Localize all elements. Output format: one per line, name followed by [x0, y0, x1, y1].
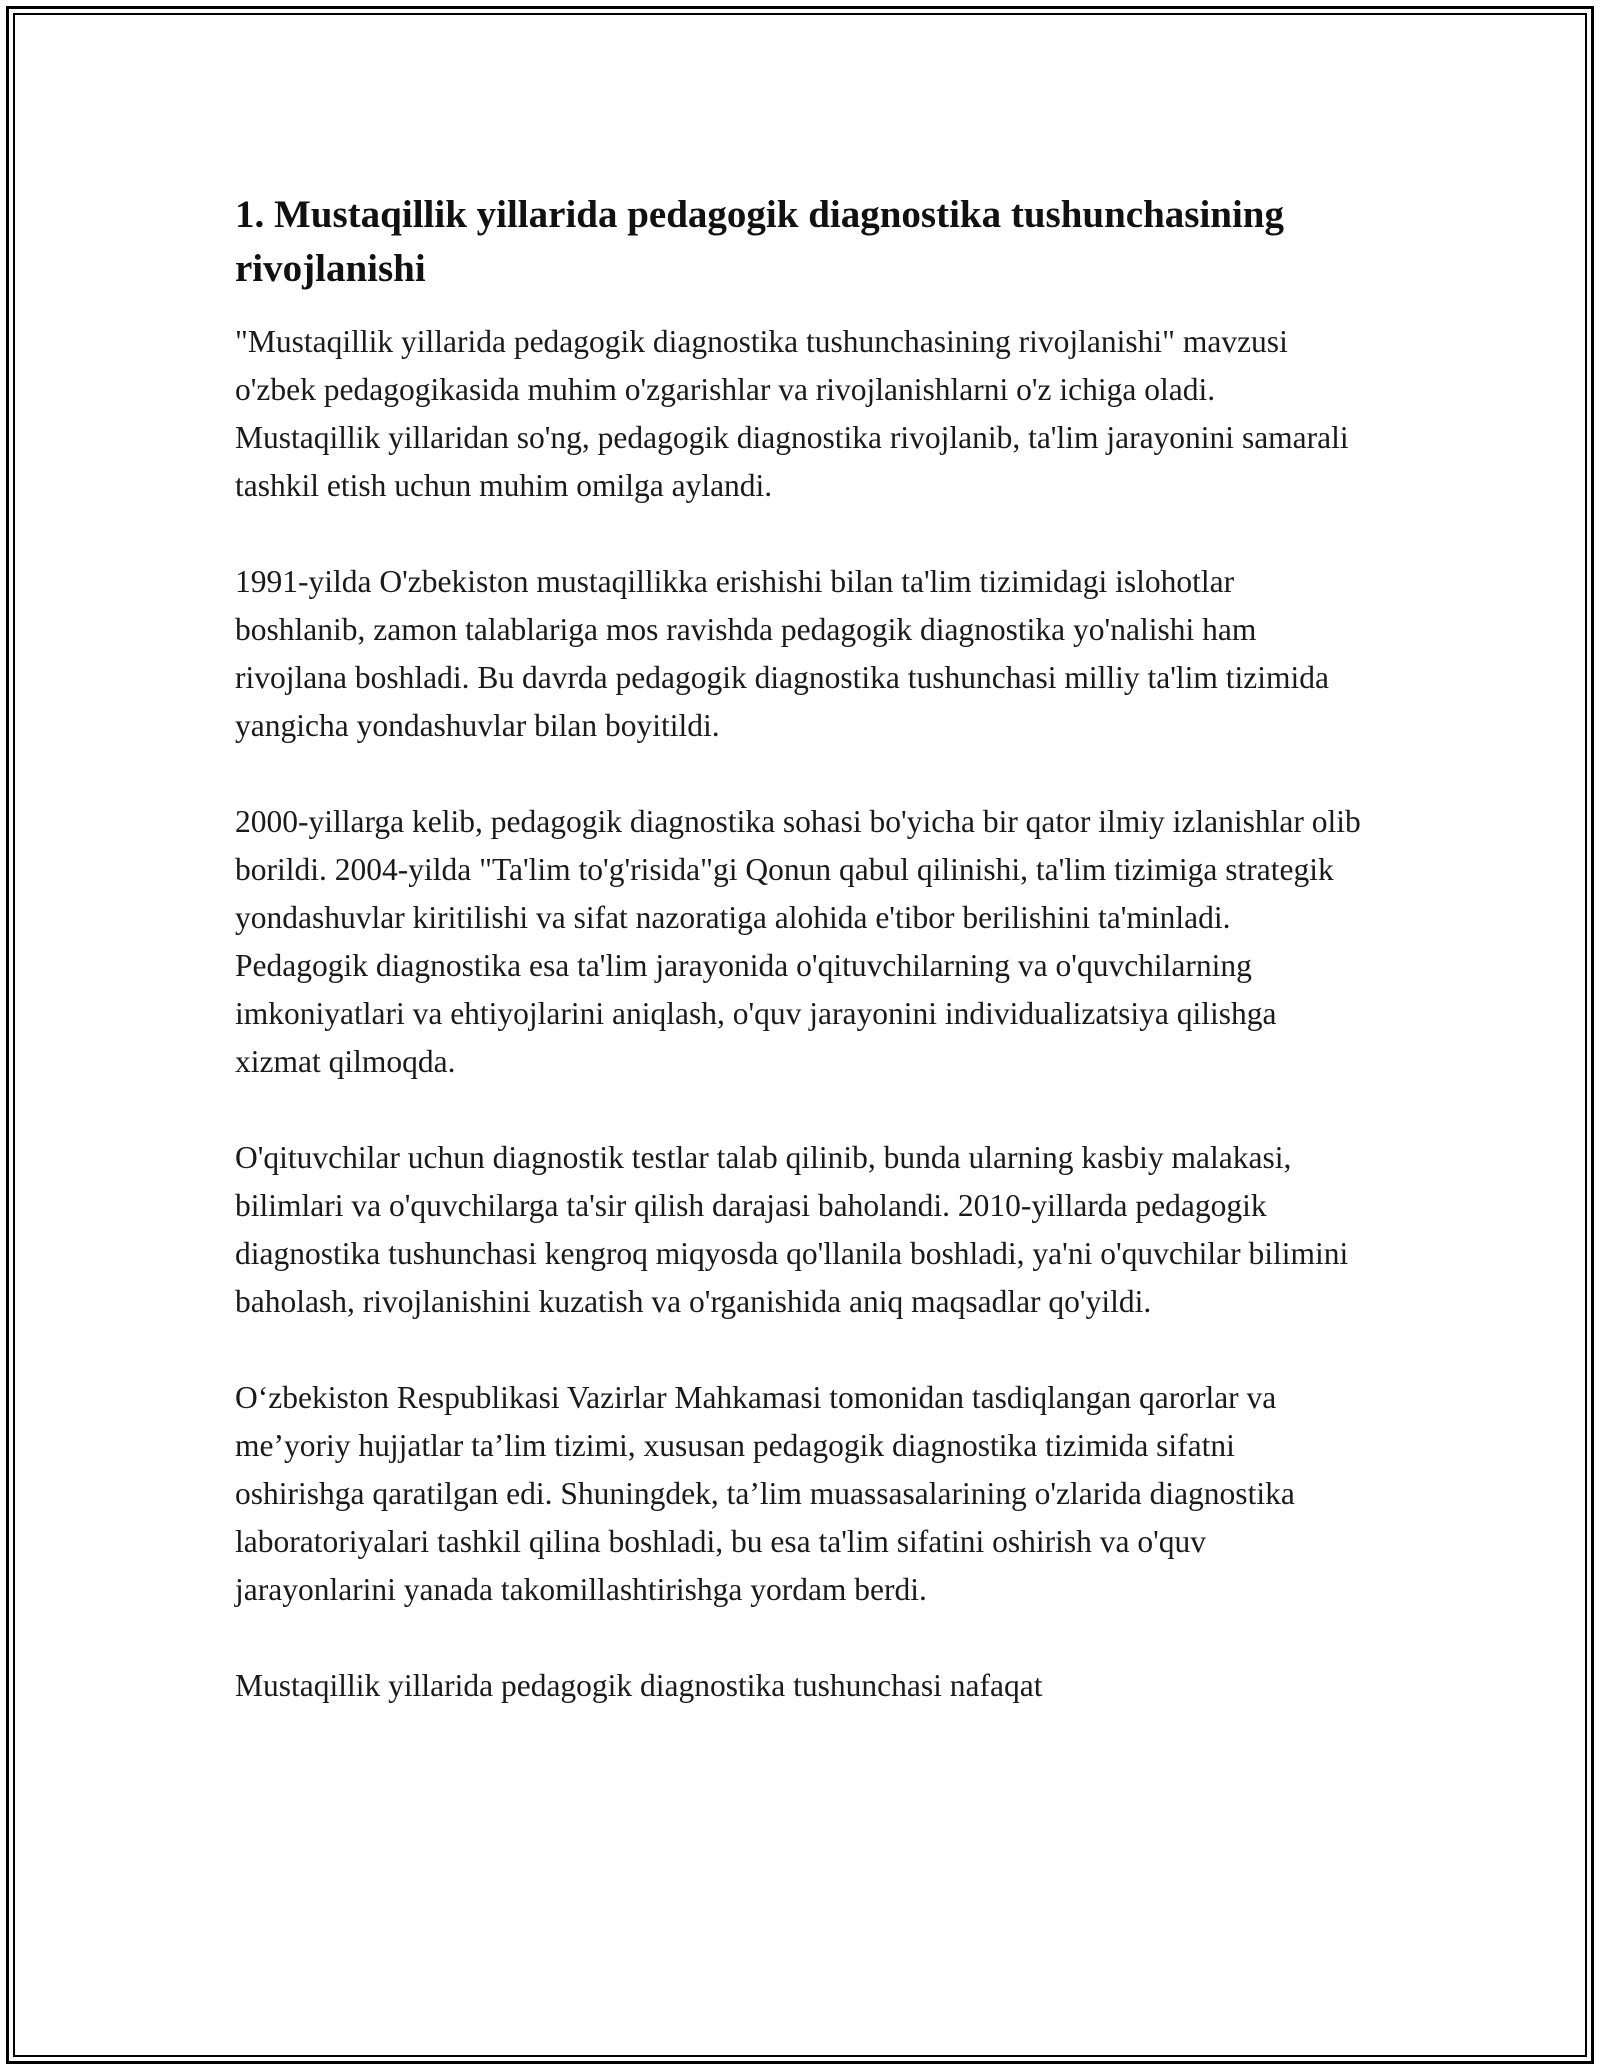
- document-body: [235, 188, 1365, 1758]
- paragraph-2: 1991-yilda O'zbekiston mustaqillikka erishishi bilan ta'lim tizimidagi islohotlar boshlanib, zamon talablariga mos ravishda pedagogik diagnostika yo'nalishi ham rivojlana boshladi. Bu davrda pedagogik diagnostika tushunchasi milliy ta'lim tizimida yangicha yondashuvlar bilan boyitildi.: [235, 564, 1329, 743]
- paragraph-4: O'qituvchilar uchun diagnostik testlar talab qilinib, bunda ularning kasbiy malakasi, bilimlari va o'quvchilarga ta'sir qilish darajasi baholandi. 2010-yillarda pedagogik diagnostika tushunchasi kengroq miqyosda qo'llanila boshladi, ya'ni o'quvchilar bilimini baholash, rivojlanishini kuzatish va o'rganishida aniq maqsadlar qo'yildi.: [235, 1140, 1349, 1319]
- paragraph-3: 2000-yillarga kelib, pedagogik diagnostika sohasi bo'yicha bir qator ilmiy izlanishlar olib borildi. 2004-yilda "Ta'lim to'g'risida"gi Qonun qabul qilinishi, ta'lim tizimiga strategik yondashuvlar kiritilishi va sifat nazoratiga alohida e'tibor berilishini ta'minladi. Pedagogik diagnostika esa ta'lim jarayonida o'qituvchilarning va o'quvchilarning imkoniyatlari va ehtiyojlarini aniqlash, o'quv jarayonini individualizatsiya qilishga xizmat qilmoqda.: [235, 804, 1361, 1079]
- paragraph-6: Mustaqillik yillarida pedagogik diagnostika tushunchasi nafaqat: [235, 1668, 1043, 1703]
- section-heading: 1. Mustaqillik yillarida pedagogik diagnostika tushunchasining rivojlanishi: [235, 193, 1285, 290]
- paragraph-5: O‘zbekiston Respublikasi Vazirlar Mahkamasi tomonidan tasdiqlangan qarorlar va me’yoriy hujjatlar ta’lim tizimi, xususan pedagogik diagnostika tizimida sifatni oshirishga qaratilgan edi. Shuningdek, ta’lim muassasalarining o'zlarida diagnostika laboratoriyalari tashkil qilina boshladi, bu esa ta'lim sifatini oshirish va o'quv jarayonlarini yanada takomillashtirishga yordam berdi.: [235, 1380, 1295, 1607]
- paragraph-1: "Mustaqillik yillarida pedagogik diagnostika tushunchasining rivojlanishi" mavzusi o'zbek pedagogikasida muhim o'zgarishlar va rivojlanishlarni o'z ichiga oladi. Mustaqillik yillaridan so'ng, pedagogik diagnostika rivojlanib, ta'lim jarayonini samarali tashkil etish uchun muhim omilga aylandi.: [235, 324, 1349, 503]
